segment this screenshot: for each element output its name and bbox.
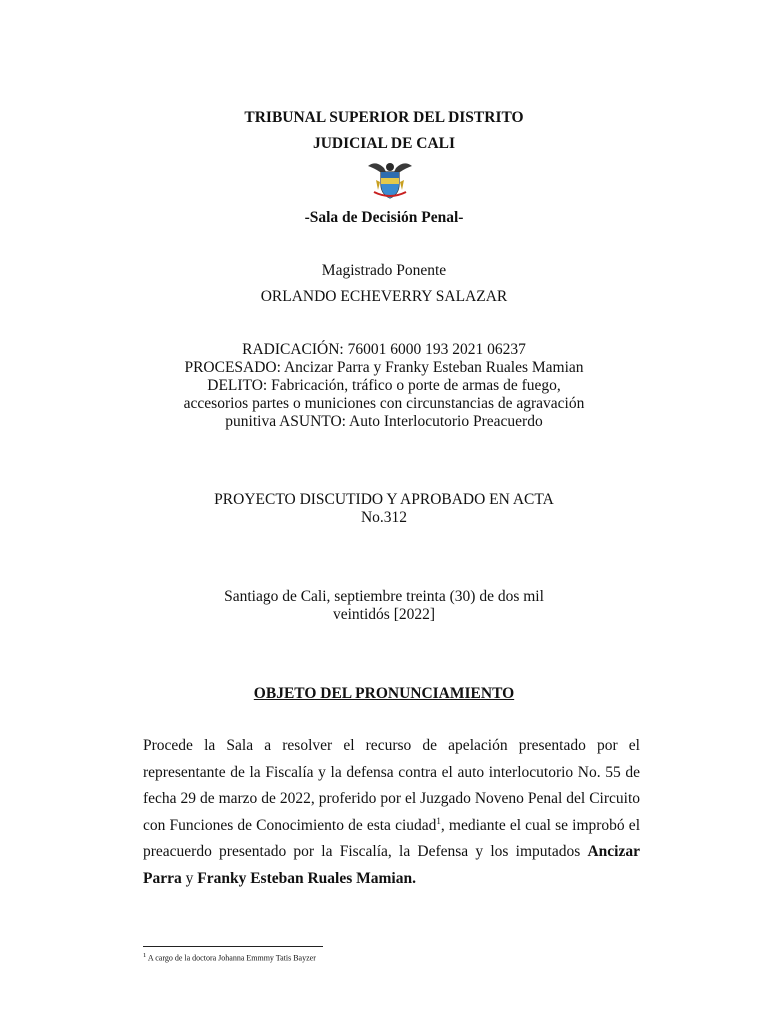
defendant-name-1: Ancizar Parra — [143, 843, 640, 887]
footnote-number: 1 — [143, 952, 147, 959]
case-delito: DELITO: Fabricación, tráfico o porte de armas de fuego, — [207, 377, 561, 394]
footnote-divider — [143, 946, 323, 947]
body-text-part2: , mediante el cual se improbó el preacuerdo presentado por la Fiscalía, la Defensa y los imputados — [143, 816, 640, 860]
footnote — [143, 951, 316, 964]
magistrate-name: ORLANDO ECHEVERRY SALAZAR — [260, 288, 508, 305]
case-radicacion: RADICACIÓN: 76001 6000 193 2021 06237 — [242, 341, 526, 358]
body-paragraph — [143, 733, 640, 892]
approval-line2: No.312 — [360, 509, 408, 526]
court-name-line2: JUDICIAL DE CALI — [312, 135, 456, 152]
magistrate-role: Magistrado Ponente — [321, 262, 447, 279]
footnote-reference[interactable]: 1 — [436, 815, 441, 826]
section-title: OBJETO DEL PRONUNCIAMIENTO — [253, 685, 515, 702]
coat-of-arms-icon — [366, 160, 414, 200]
footnote-text: A cargo de la doctora Johanna Emmmy Tatis Bayzer — [147, 953, 316, 963]
court-name-line1: TRIBUNAL SUPERIOR DEL DISTRITO — [244, 109, 524, 126]
approval-line1: PROYECTO DISCUTIDO Y APROBADO EN ACTA — [214, 491, 554, 508]
case-procesado: PROCESADO: Ancizar Parra y Franky Esteban Ruales Mamian — [184, 359, 584, 376]
date-line1: Santiago de Cali, septiembre treinta (30) de dos mil — [224, 588, 544, 605]
chamber-title: -Sala de Decisión Penal- — [304, 209, 464, 226]
case-delito-cont: accesorios partes o municiones con circunstancias de agravación — [183, 395, 585, 412]
body-connector: y — [181, 869, 198, 887]
case-asunto: punitiva ASUNTO: Auto Interlocutorio Preacuerdo — [225, 413, 543, 430]
date-line2: veintidós [2022] — [332, 606, 436, 623]
defendant-name-2: Franky Esteban Ruales Mamian. — [197, 869, 416, 887]
body-text-part1: Procede la Sala a resolver el recurso de apelación presentado por el representante de la Fiscalía y la defensa contra el auto interlocutorio No. 55 de fecha 29 de marzo de 2022, proferido por el Juzgado Noveno Penal del Circuito con Funciones de Conocimiento de esta ciudad — [143, 737, 640, 834]
